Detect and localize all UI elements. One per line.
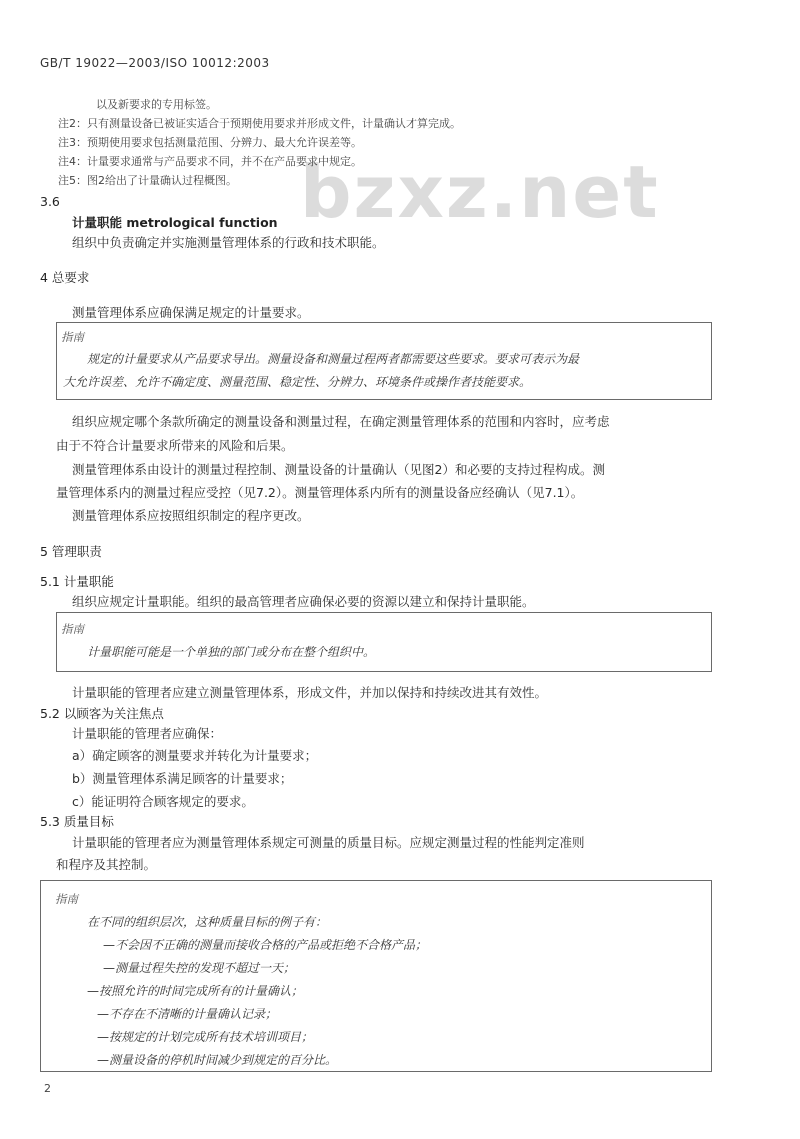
subsection-heading: 5.1 计量职能: [40, 574, 114, 589]
paragraph: 计量职能的管理者应为测量管理体系规定可测量的质量目标。应规定测量过程的性能判定准则: [72, 835, 585, 850]
note-line: 注2：只有测量设备已被证实适合于预期使用要求并形成文件，计量确认才算完成。: [58, 117, 461, 130]
section-number: 3.6: [40, 194, 60, 209]
guide-title: 指南: [55, 892, 78, 906]
paragraph: 由于不符合计量要求所带来的风险和后果。: [56, 438, 294, 453]
guide-line: —按照允许的时间完成所有的计量确认；: [87, 984, 304, 998]
subsection-heading: 5.3 质量目标: [40, 814, 114, 829]
guide-line: —测量过程失控的发现不超过一天；: [103, 961, 296, 975]
watermark: bzxz.net: [300, 150, 660, 234]
note-line: 注4：计量要求通常与产品要求不同，并不在产品要求中规定。: [58, 155, 362, 168]
guide-title: 指南: [61, 330, 84, 344]
paragraph: 测量管理体系应确保满足规定的计量要求。: [72, 305, 310, 320]
paragraph: 量管理体系内的测量过程应受控（见7.2）。测量管理体系内所有的测量设备应经确认（见7.1）。: [56, 485, 584, 500]
paragraph: 计量职能的管理者应建立测量管理体系，形成文件，并加以保持和持续改进其有效性。: [72, 685, 548, 700]
guide-title: 指南: [61, 622, 84, 636]
page-number: 2: [44, 1082, 51, 1095]
term-title: 计量职能 metrological function: [72, 215, 278, 230]
guide-box: [56, 612, 712, 672]
list-item: b）测量管理体系满足顾客的计量要求；: [72, 771, 293, 786]
guide-box: [40, 880, 712, 1072]
paragraph: 组织应规定哪个条款所确定的测量设备和测量过程，在确定测量管理体系的范围和内容时，应考虑: [72, 414, 610, 429]
guide-line: —不存在不清晰的计量确认记录；: [97, 1007, 278, 1021]
paragraph: 和程序及其控制。: [56, 857, 157, 872]
guide-line: —测量设备的停机时间减少到规定的百分比。: [97, 1053, 338, 1067]
guide-line: 大允许误差、允许不确定度、测量范围、稳定性、分辨力、环境条件或操作者技能要求。: [63, 375, 532, 389]
paragraph: 测量管理体系应按照组织制定的程序更改。: [72, 508, 310, 523]
guide-box: [56, 322, 712, 400]
subsection-heading: 5.2 以顾客为关注焦点: [40, 706, 164, 721]
guide-line: 在不同的组织层次，这种质量目标的例子有：: [87, 915, 328, 929]
note-line: 以及新要求的专用标签。: [96, 98, 217, 111]
list-item: a）确定顾客的测量要求并转化为计量要求；: [72, 748, 318, 763]
guide-line: —按规定的计划完成所有技术培训项目；: [97, 1030, 314, 1044]
note-line: 注5：图2给出了计量确认过程概图。: [58, 174, 237, 187]
guide-line: 规定的计量要求从产品要求导出。测量设备和测量过程两者都需要这些要求。要求可表示为最: [87, 352, 580, 366]
guide-line: 计量职能可能是一个单独的部门或分布在整个组织中。: [87, 645, 376, 659]
section-heading: 5 管理职责: [40, 544, 102, 559]
list-item: c）能证明符合顾客规定的要求。: [72, 794, 254, 809]
page-header: GB/T 19022—2003/ISO 10012:2003: [40, 56, 270, 70]
guide-line: —不会因不正确的测量而接收合格的产品或拒绝不合格产品；: [103, 938, 428, 952]
paragraph: 计量职能的管理者应确保：: [72, 726, 223, 741]
section-heading: 4 总要求: [40, 270, 90, 285]
note-line: 注3：预期使用要求包括测量范围、分辨力、最大允许误差等。: [58, 136, 362, 149]
paragraph: 测量管理体系由设计的测量过程控制、测量设备的计量确认（见图2）和必要的支持过程构成。测: [72, 462, 605, 477]
term-definition: 组织中负责确定并实施测量管理体系的行政和技术职能。: [72, 235, 385, 250]
paragraph: 组织应规定计量职能。组织的最高管理者应确保必要的资源以建立和保持计量职能。: [72, 594, 535, 609]
